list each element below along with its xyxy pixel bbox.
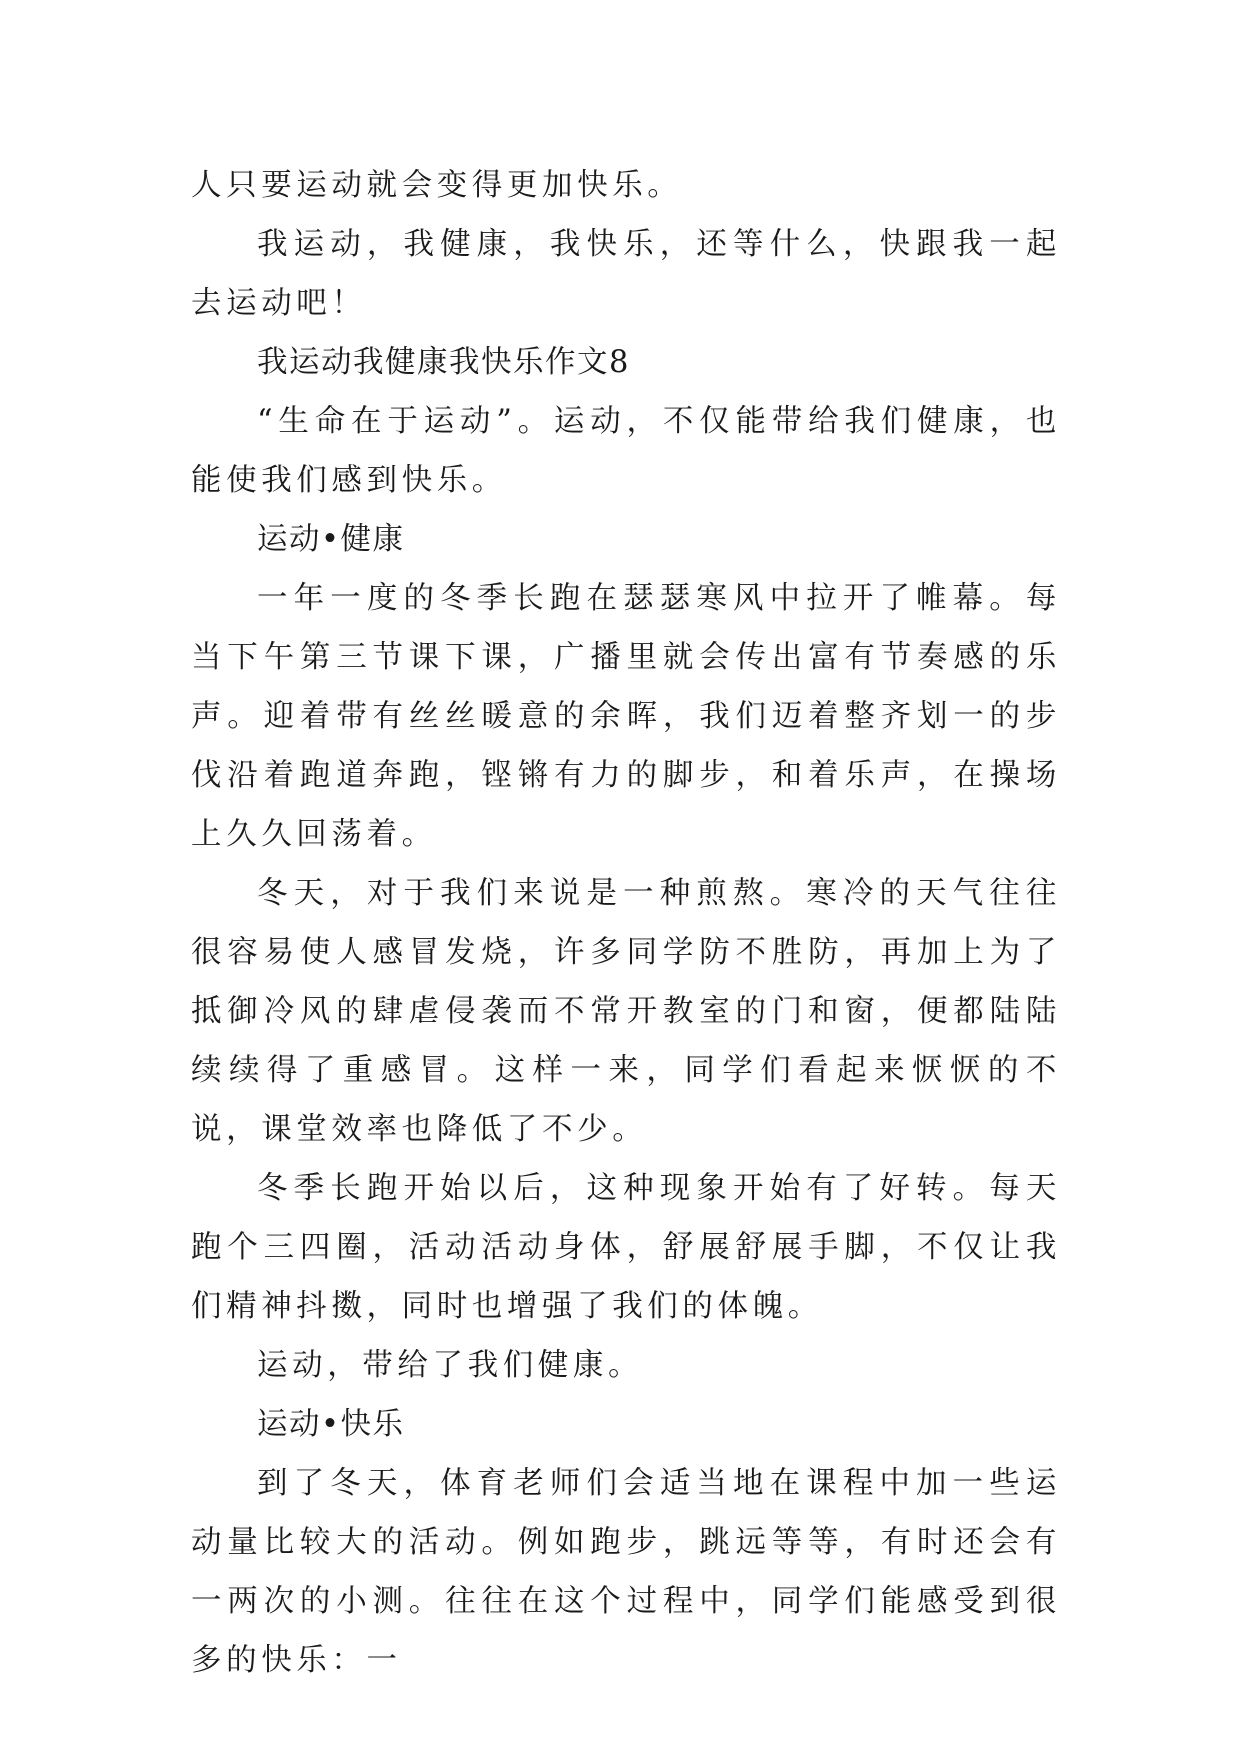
- paragraph: 到了冬天，体育老师们会适当地在课程中加一些运动量比较大的活动。例如跑步，跳远等等，有时还会有一两次的小测。往往在这个过程中，同学们能感受到很多的快乐：一: [191, 1466, 1061, 1678]
- section-heading-happiness: 运动•快乐: [257, 1407, 405, 1442]
- paragraph: 运动，带给了我们健康。: [257, 1348, 644, 1383]
- paragraph: 冬季长跑开始以后，这种现象开始有了好转。每天跑个三四圈，活动活动身体，舒展舒展手脚，不仅让我们精神抖擞，同时也增强了我们的体魄。: [191, 1171, 1061, 1324]
- paragraph: “生命在于运动”。运动，不仅能带给我们健康，也能使我们感到快乐。: [191, 404, 1061, 498]
- paragraph: 我运动，我健康，我快乐，还等什么，快跟我一起去运动吧！: [191, 227, 1061, 321]
- section-heading-health: 运动•健康: [257, 522, 405, 557]
- paragraph-continuation: 人只要运动就会变得更加快乐。: [191, 168, 683, 203]
- document-page: [191, 156, 1061, 1690]
- paragraph: 冬天，对于我们来说是一种煎熬。寒冷的天气往往很容易使人感冒发烧，许多同学防不胜防，再加上为了抵御冷风的肆虐侵袭而不常开教室的门和窗，便都陆陆续续得了重感冒。这样一来，同学们看起来恹恹的不说，课堂效率也降低了不少。: [191, 876, 1061, 1147]
- essay-title: 我运动我健康我快乐作文8: [257, 345, 630, 380]
- paragraph: 一年一度的冬季长跑在瑟瑟寒风中拉开了帷幕。每当下午第三节课下课，广播里就会传出富有节奏感的乐声。迎着带有丝丝暖意的余晖，我们迈着整齐划一的步伐沿着跑道奔跑，铿锵有力的脚步，和着乐声，在操场上久久回荡着。: [191, 581, 1061, 852]
